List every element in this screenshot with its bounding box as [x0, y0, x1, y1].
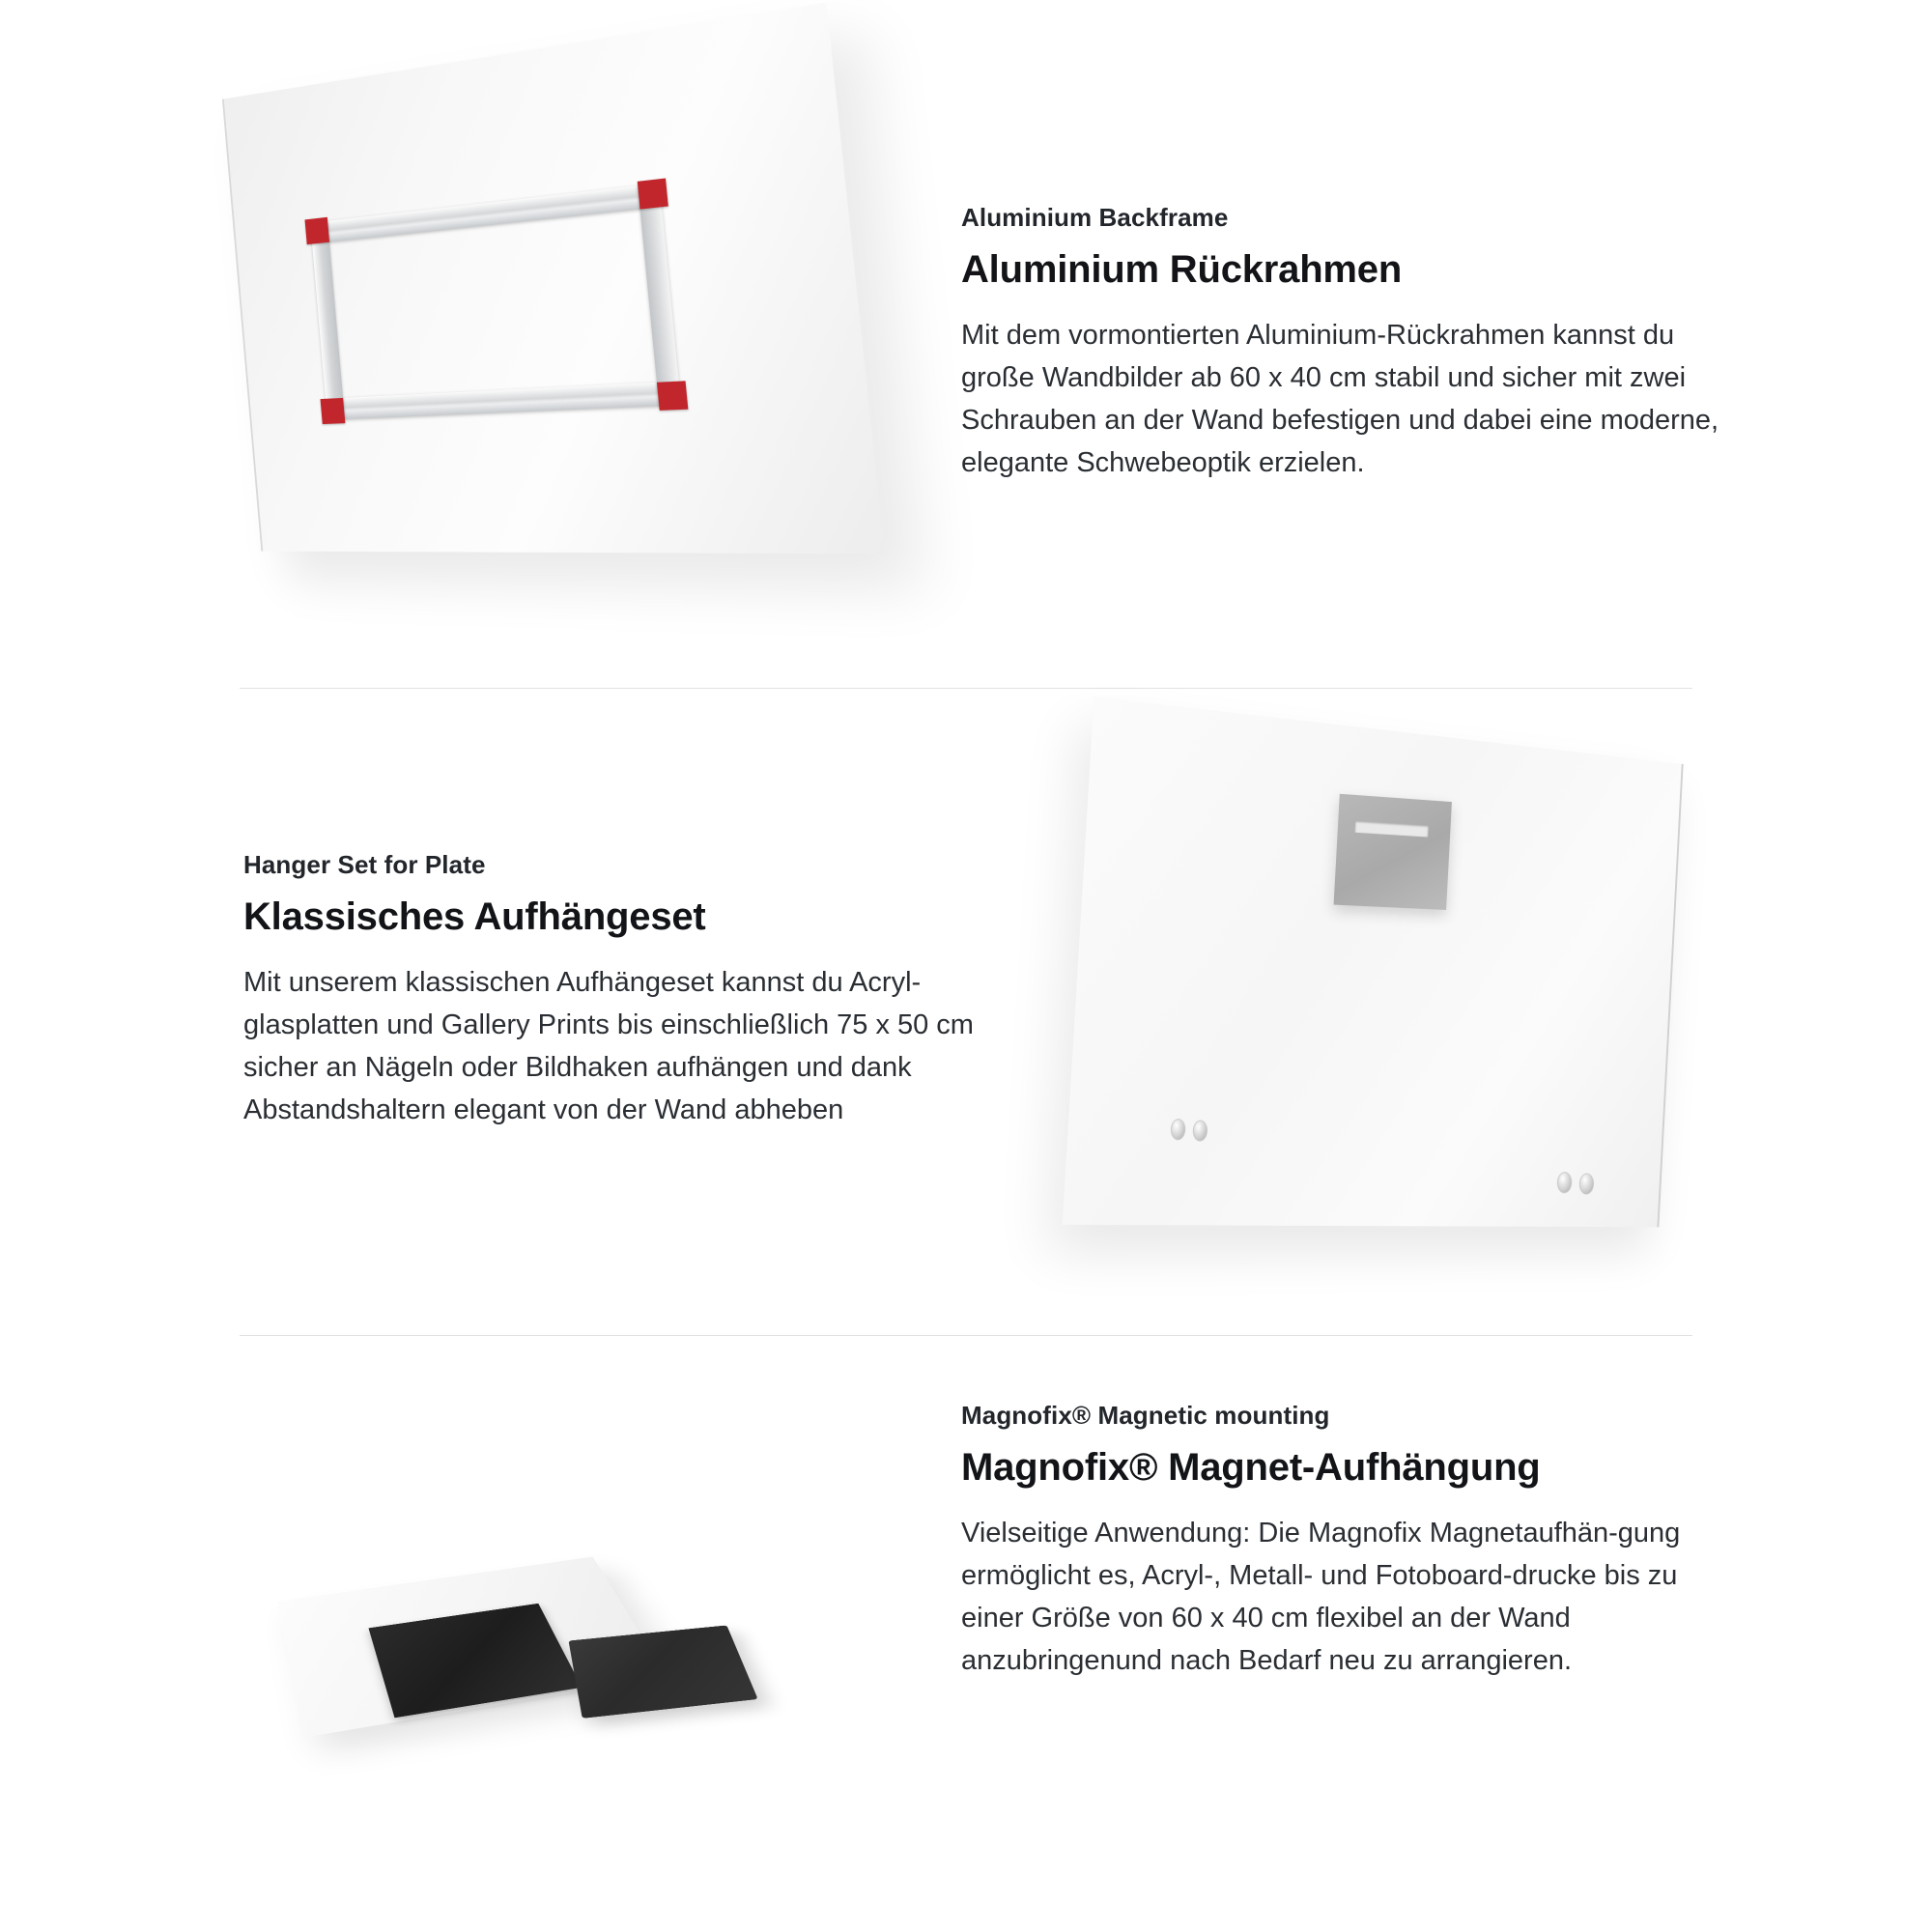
divider [240, 688, 1692, 689]
hanger-set-text [243, 850, 978, 1132]
acrylic-plate-back [1063, 696, 1684, 1227]
section-title: Aluminium Rückrahmen [961, 248, 1403, 292]
spacer-pair-left [1170, 1119, 1208, 1142]
plate-illustration [203, 58, 879, 638]
spacer [1556, 1172, 1572, 1194]
section-body: Mit dem vormontierten Aluminium-Rückrahmen kannst du große Wandbilder ab 60 x 40 cm stabil und sicher mit zwei Schrauben an der Wand befestigen und dabei eine moderne, elegante Schwebeoptik erzielen. [961, 320, 1719, 479]
section-eyebrow: Magnofix® Magnetic mounting [961, 1401, 1330, 1430]
section-aluminium-backframe [0, 58, 1932, 638]
spacer [1578, 1173, 1594, 1195]
magnofix-image [242, 1459, 860, 1845]
hanger-set-image [1092, 734, 1768, 1275]
section-body: Mit unserem klassischen Aufhängeset kannst du Acryl-glasplatten und Gallery Prints bis einschließlich 75 x 50 cm sicher an Nägeln oder Bildhaken aufhängen und dank Abstandshaltern elegant von der Wand abheben [243, 967, 974, 1126]
magnofix-text [961, 1401, 1734, 1683]
hanger-plate [1334, 794, 1452, 910]
section-body: Vielseitige Anwendung: Die Magnofix Magnetaufhän-gung ermöglicht es, Acryl-, Metall- und Fotoboard-drucke bis zu einer Größe von 60 x 40 cm flexibel an der Wand anzubringenund nach Bedarf neu zu arrangieren. [961, 1518, 1681, 1677]
aluminium-frame [310, 184, 681, 420]
aluminium-backframe-image [203, 58, 879, 638]
spacer-pair-right [1556, 1172, 1594, 1195]
frame-corner-top-right [638, 178, 668, 209]
section-hanger-set-for-plate [0, 811, 1932, 1294]
frame-corner-top-left [305, 217, 330, 244]
magnet-loose [569, 1625, 758, 1718]
section-magnofix-magnetic-mounting [0, 1401, 1932, 1903]
frame-corner-bottom-right [657, 381, 688, 411]
section-title: Magnofix® Magnet-Aufhängung [961, 1446, 1541, 1490]
aluminium-backframe-text [961, 203, 1724, 485]
section-eyebrow: Hanger Set for Plate [243, 850, 486, 879]
section-title: Klassisches Aufhängeset [243, 895, 706, 939]
spacer [1192, 1120, 1208, 1142]
hanger-slot [1355, 821, 1429, 838]
frame-corner-bottom-left [321, 398, 346, 424]
section-eyebrow: Aluminium Backframe [961, 203, 1229, 232]
divider [240, 1335, 1692, 1336]
spacer [1170, 1119, 1185, 1141]
